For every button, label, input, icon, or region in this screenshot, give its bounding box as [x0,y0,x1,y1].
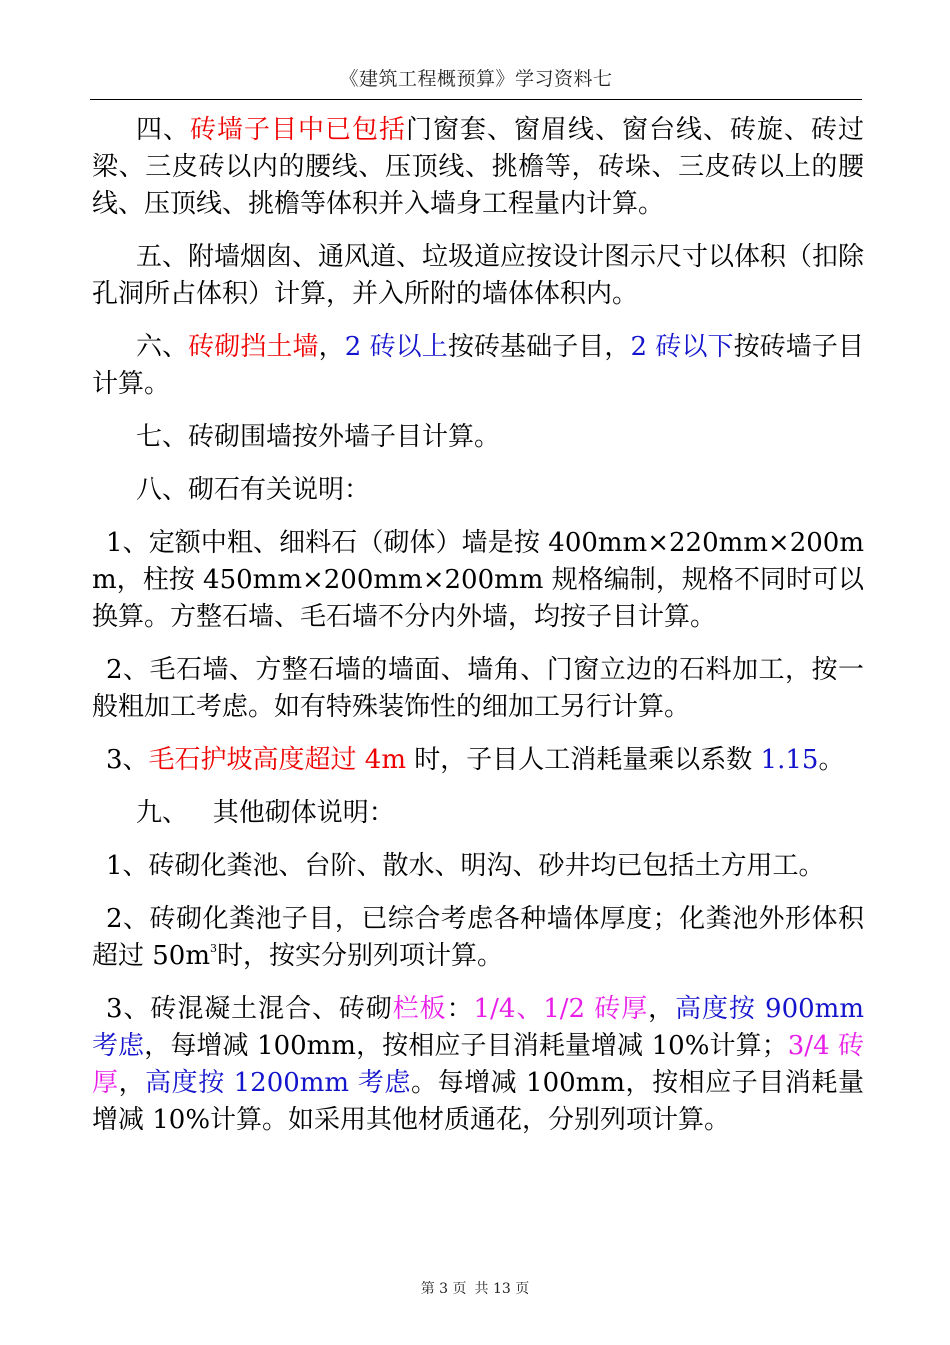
paragraph-5: 五、附墙烟囱、通风道、垃圾道应按设计图示尺寸以体积（扣除孔洞所占体积）计算，并入所附的墙体体积内。 [92,242,865,309]
text-run: ， [648,994,676,1024]
text-run: 3、 [106,745,149,775]
page-number: 第 3 页 [420,1281,467,1297]
text-run: ： [446,994,474,1024]
text-run: 。 [818,745,845,775]
paragraph-8-1: 1、定额中粗、细料石（砌体）墙是按 400mm×220mm×200mm，柱按 450mm×200mm×200mm 规格编制，规格不同时可以换算。方整石墙、毛石墙不分内外墙，均按子目计算。 [92,528,864,632]
paragraph-7: 七、砖砌围墙按外墙子目计算。 [136,422,501,452]
page-footer [0,1278,950,1298]
paragraph-6 [92,329,864,403]
highlight-red: 毛石护坡高度超过 4m [148,745,407,775]
highlight-pink: 栏板 [392,994,447,1024]
highlight-blue: 1.15 [760,745,819,775]
document-body [92,112,864,1139]
text-run: 按砖基础子目， [447,332,631,362]
paragraph-4 [92,112,864,223]
paragraph-8: 八、砌石有关说明： [136,475,371,505]
text-run: 3、砖混凝土混合、砖砌 [106,994,393,1024]
highlight-blue: 高度按 900mm 考虑 [92,994,864,1061]
page-total: 共 13 页 [474,1281,530,1297]
text-run: 2、砖砌化粪池子目，已综合考虑各种墙体厚度；化粪池外形体积超过 50m [92,904,864,971]
paragraph-8-2: 2、毛石墙、方整石墙的墙面、墙角、门窗立边的石料加工，按一般粗加工考虑。如有特殊装饰性的细加工另行计算。 [92,655,864,722]
superscript: 3 [210,942,218,955]
text-run: 六、 [136,332,189,362]
highlight-pink: 3/4 砖厚 [92,1031,864,1098]
text-run: 时，子目人工消耗量乘以系数 [406,745,761,775]
highlight-blue: 2 砖以上 [344,332,448,362]
text-run: ，每增减 100mm，按相应子目消耗量增减 10%计算； [144,1031,788,1061]
highlight-pink: 1/4、1/2 砖厚 [473,994,649,1024]
text-run: 四、 [136,115,190,145]
paragraph-9: 九、 其他砌体说明： [136,798,395,828]
highlight-blue: 高度按 1200mm 考虑 [145,1068,412,1098]
text-run: ， [318,332,345,362]
text-run: 。每增减 100mm，按相应子目消耗量增减 10%计算。如采用其他材质通花，分别列项计算。 [92,1068,864,1135]
paragraph-8-3 [92,742,864,779]
text-run: 门窗套、窗眉线、窗台线、砖旋、砖过梁、三皮砖以内的腰线、压顶线、挑檐等，砖垛、三皮砖以上的腰线、压顶线、挑檐等体积并入墙身工程量内计算。 [92,115,864,219]
highlight-red: 砖砌挡土墙 [188,332,319,362]
paragraph-9-3 [92,991,864,1139]
paragraph-9-1: 1、砖砌化粪池、台阶、散水、明沟、砂井均已包括土方用工。 [106,851,825,881]
highlight-blue: 2 砖以下 [630,332,734,362]
header-rule [90,99,862,100]
text-run: 时，按实分别列项计算。 [217,941,504,971]
text-run: 按砖墙子目计算。 [92,332,864,399]
paragraph-9-2 [92,901,864,975]
page-header-title: 《建筑工程概预算》学习资料七 [339,68,613,90]
highlight-red: 砖墙子目中已包括 [190,115,406,145]
text-run: ， [118,1068,146,1098]
